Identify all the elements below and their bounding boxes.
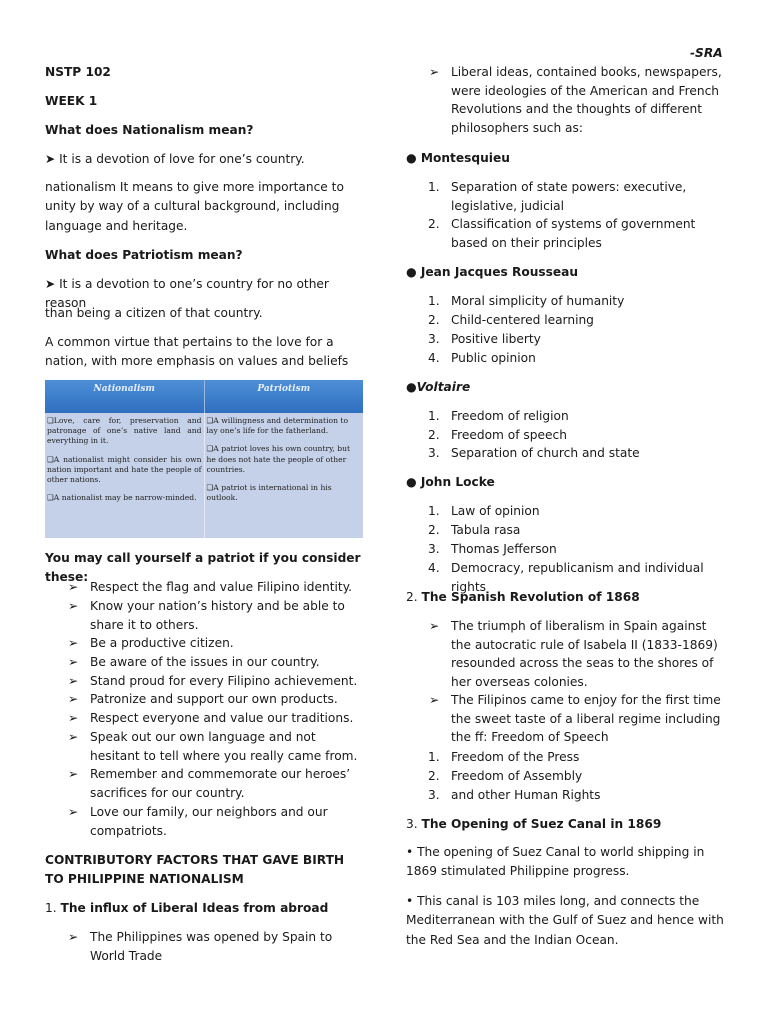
list-item: 2. Child-centered learning [428, 313, 594, 327]
list-item: ➢ Patronize and support our own products. [45, 690, 363, 709]
course-code: NSTP 102 [45, 65, 111, 79]
list-item: 1. Freedom of the Press [428, 750, 580, 764]
arrow-bullet-icon: ➢ [429, 65, 440, 79]
nationalism-definition: nationalism It means to give more importance to unity by way of a cultural background, including language and heritage. [45, 180, 344, 233]
arrow-bullet-icon: ➢ [68, 930, 79, 944]
author-signature: -SRA [690, 46, 723, 60]
arrow-bullet-icon: ➢ [429, 693, 440, 707]
table-nationalism-point: ❑Love, care for, preservation and patronage of one’s native land and everything in it. [47, 416, 202, 446]
arrow-bullet-icon: ➢ [68, 805, 79, 819]
list-item: 3. Separation of church and state [428, 446, 640, 460]
patriotism-answer-line1: ➤ It is a devotion to one’s country for no other reason [45, 277, 329, 310]
voltaire-heading: ●Voltaire [406, 380, 471, 394]
list-item: ➢ Liberal ideas, contained books, newspapers, were ideologies of the American and French Revolutions and the thoughts of different philosophers such as: [429, 65, 722, 135]
list-item: ➢ Know your nation’s history and be able to share it to others. [68, 599, 345, 632]
nationalism-question: What does Nationalism mean? [45, 123, 254, 137]
patriotism-answer-line2: than being a citizen of that country. [45, 306, 263, 320]
arrow-bullet-icon: ➢ [68, 767, 79, 781]
factor-3-heading: 3. The Opening of Suez Canal in 1869 [406, 817, 662, 831]
list-item: ➢ Be a productive citizen. [45, 634, 363, 653]
table-cell-nationalism [45, 413, 204, 538]
list-item: 3. Thomas Jefferson [428, 542, 557, 556]
arrow-bullet-icon: ➢ [68, 692, 79, 706]
list-item: ➢ Remember and commemorate our heroes’ sacrifices for our country. [68, 767, 351, 800]
list-item: 3. and other Human Rights [428, 788, 601, 802]
list-item: 2. Freedom of speech [428, 428, 567, 442]
list-item: 1. Law of opinion [428, 504, 540, 518]
table-cell-patriotism [204, 413, 364, 538]
factor-1-heading: 1. The influx of Liberal Ideas from abroad [45, 901, 329, 915]
arrow-bullet-icon: ➢ [68, 711, 79, 725]
table-nationalism-point: ❑A nationalist may be narrow-minded. [47, 493, 197, 503]
suez-paragraph-2: • This canal is 103 miles long, and connects the Mediterranean with the Gulf of Suez and hence with the Red Sea and the Indian Ocean. [406, 894, 724, 947]
arrow-bullet-icon: ➢ [429, 619, 440, 633]
list-item: ➢ Be aware of the issues in our country. [45, 653, 363, 672]
patriot-heading: You may call yourself a patriot if you consider these: [45, 551, 361, 584]
table-header-nationalism: Nationalism [93, 384, 155, 394]
comparison-table [45, 380, 363, 538]
list-item: 1. Separation of state powers: executive, legislative, judicial [428, 180, 687, 213]
list-item: ➢ Stand proud for every Filipino achievement. [45, 672, 363, 691]
list-item: 2. Tabula rasa [428, 523, 521, 537]
list-item: 4. Democracy, republicanism and individual rights [428, 561, 704, 594]
nationalism-answer: ➤ It is a devotion of love for one’s country. [45, 152, 305, 166]
list-item: ➢ Respect everyone and value our traditions. [45, 709, 363, 728]
list-item: 1. Freedom of religion [428, 409, 569, 423]
table-patriotism-point: ❑A patriot loves his own country, but he does not hate the people of other countries. [206, 444, 351, 474]
list-item: ➢ The Philippines was opened by Spain to World Trade [68, 930, 333, 963]
arrow-bullet-icon: ➢ [68, 599, 79, 613]
table-patriotism-point: ❑A willingness and determination to lay one’s life for the fatherland. [206, 416, 349, 436]
table-patriotism-point: ❑A patriot is international in his outlook. [206, 483, 332, 503]
arrow-bullet-icon: ➢ [68, 730, 79, 744]
table-header-row [45, 380, 363, 413]
week-label: WEEK 1 [45, 94, 98, 108]
montesquieu-heading: ● Montesquieu [406, 151, 510, 165]
list-item: 4. Public opinion [428, 351, 536, 365]
list-item: 1. Moral simplicity of humanity [428, 294, 625, 308]
rousseau-heading: ● Jean Jacques Rousseau [406, 265, 579, 279]
list-item: 2. Freedom of Assembly [428, 769, 583, 783]
list-item: 2. Classification of systems of government based on their principles [428, 217, 696, 250]
list-item: ➢ Speak out our own language and not hesitant to tell where you really came from. [68, 730, 358, 763]
table-nationalism-point: ❑A nationalist might consider his own nation important and hate the people of other nations. [47, 454, 202, 485]
list-item: 3. Positive liberty [428, 332, 541, 346]
arrow-bullet-icon: ➢ [68, 580, 79, 594]
suez-paragraph-1: • The opening of Suez Canal to world shipping in 1869 stimulated Philippine progress. [406, 845, 705, 879]
table-header-patriotism: Patriotism [204, 380, 364, 413]
arrow-bullet-icon: ➢ [68, 636, 79, 650]
table-body-row [45, 413, 363, 538]
arrow-bullet-icon: ➢ [68, 655, 79, 669]
factors-heading: CONTRIBUTORY FACTORS THAT GAVE BIRTH TO PHILIPPINE NATIONALISM [45, 853, 345, 886]
list-item: ➢ The triumph of liberalism in Spain against the autocratic rule of Isabela II (1833-1869) resounded across the seas to the shores of her overseas colonies. [429, 619, 718, 689]
list-item: ➢ Respect the flag and value Filipino identity. [45, 578, 363, 597]
common-virtue-text: A common virtue that pertains to the love for a nation, with more emphasis on values and beliefs [45, 335, 349, 369]
list-item: ➢ The Filipinos came to enjoy for the first time the sweet taste of a liberal regime including the ff: Freedom of Speech [429, 693, 721, 745]
arrow-bullet-icon: ➢ [68, 674, 79, 688]
factor-2-heading: 2. The Spanish Revolution of 1868 [406, 590, 640, 604]
patriotism-question: What does Patriotism mean? [45, 248, 243, 262]
list-item: ➢ Love our family, our neighbors and our compatriots. [68, 805, 328, 838]
locke-heading: ● John Locke [406, 475, 495, 489]
